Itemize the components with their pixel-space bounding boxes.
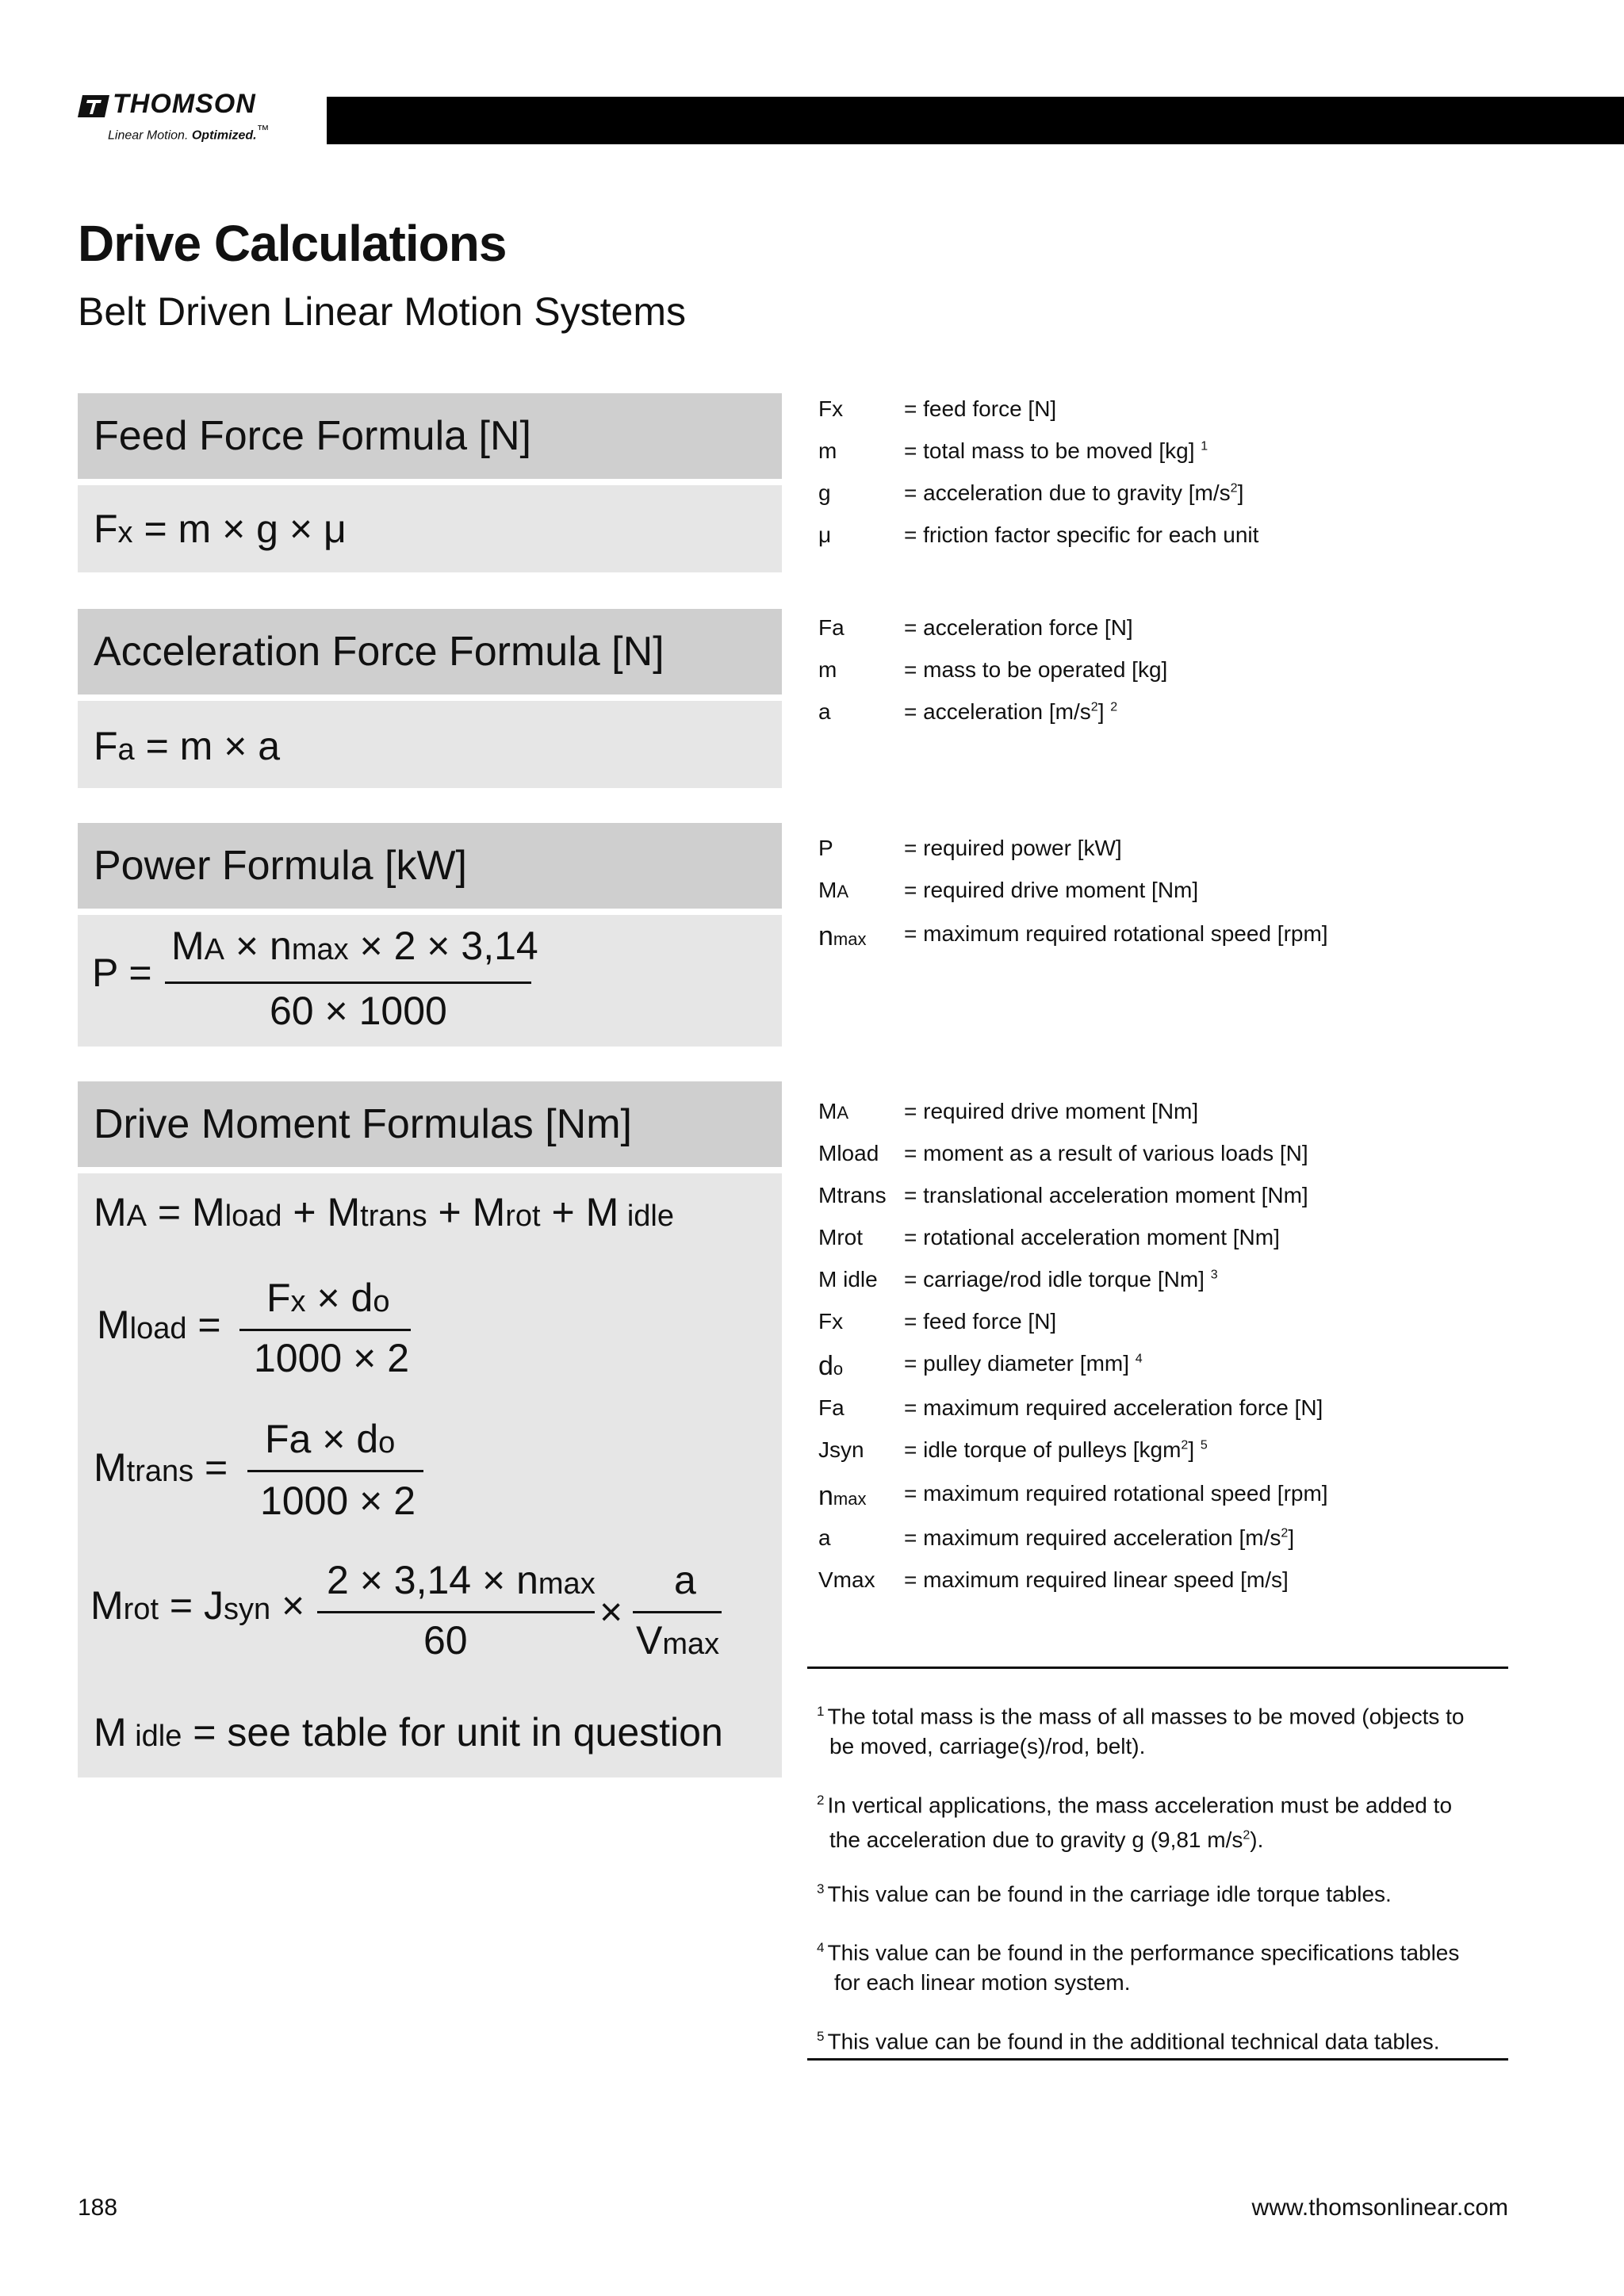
feed-force-formula: Fx = m × g × μ [94,507,347,551]
power-numerator: MA × nmax × 2 × 3,14 [171,924,538,968]
power-formula-heading: Power Formula [kW] [78,823,782,909]
mload-fraction-line [239,1329,411,1331]
mrot-lhs: Mrot = Jsyn × [90,1583,305,1628]
mload-denominator: 1000 × 2 [254,1336,410,1380]
acceleration-force-formula: Fa = m × a [94,724,281,768]
brand-logo-text: THOMSON [113,89,256,119]
thomson-logo-icon [78,94,109,119]
mload-numerator: Fx × do [266,1276,390,1320]
drive-moment-sum-formula: MA = Mload + Mtrans + Mrot + M idle [94,1190,674,1234]
feed-force-formula-panel [78,485,782,572]
header-bar [327,97,1624,144]
mrot-numerator: 2 × 3,14 × nmax [327,1558,596,1602]
mtrans-denominator: 1000 × 2 [260,1479,416,1523]
page-subtitle: Belt Driven Linear Motion Systems [78,289,686,334]
footnotes-top-rule [807,1667,1508,1669]
mrot-denominator: 60 [423,1618,468,1663]
brand-tagline: Linear Motion. Optimized.™ [108,124,270,143]
mrot-second-numerator: a [674,1558,696,1602]
mrot-second-fraction-line [633,1611,722,1613]
power-lhs: P = [92,951,152,995]
feed-force-heading: Feed Force Formula [N] [78,393,782,479]
page-number: 188 [78,2195,118,2221]
power-formula-panel [78,915,782,1047]
mload-lhs: Mload = [97,1303,221,1347]
mrot-second-denominator: Vmax [636,1618,720,1663]
drive-moment-formula-panel [78,1173,782,1777]
mtrans-numerator: Fa × do [265,1417,396,1461]
footnote-2: $^2$ In vertical applications, the mass acceleration must be added to the acceleration due to gravity g (9,81 $m/s^2$). [817,1793,1453,1852]
mtrans-fraction-line [247,1470,423,1472]
drive-moment-heading: Drive Moment Formulas [Nm] [78,1081,782,1167]
footnote-3: $^3$ This value can be found in the carriage idle torque tables. [817,1881,1392,1907]
power-denominator: 60 × 1000 [270,989,447,1033]
power-fraction-line [165,982,531,984]
mrot-times-sign: × [599,1590,623,1634]
acceleration-force-heading: Acceleration Force Formula [N] [78,609,782,695]
footnote-1: $^1$ The total mass is the mass of all masses to be moved (objects to be moved, carriage(s)/rod, belt). [817,1704,1465,1759]
footnote-5: $^5$ This value can be found in the additional technical data tables. [817,2029,1440,2054]
footnote-4: $^4$ This value can be found in the performance specifications tables for each linear motion system. [817,1940,1460,1996]
footnotes-bottom-rule [807,2058,1508,2061]
page-title: Drive Calculations [78,215,507,272]
midle-formula: M idle = see table for unit in question [94,1710,723,1755]
mtrans-lhs: Mtrans = [94,1445,228,1490]
website-url: www.thomsonlinear.com [1251,2195,1508,2221]
acceleration-force-formula-panel [78,701,782,788]
mrot-fraction-line [317,1611,595,1613]
